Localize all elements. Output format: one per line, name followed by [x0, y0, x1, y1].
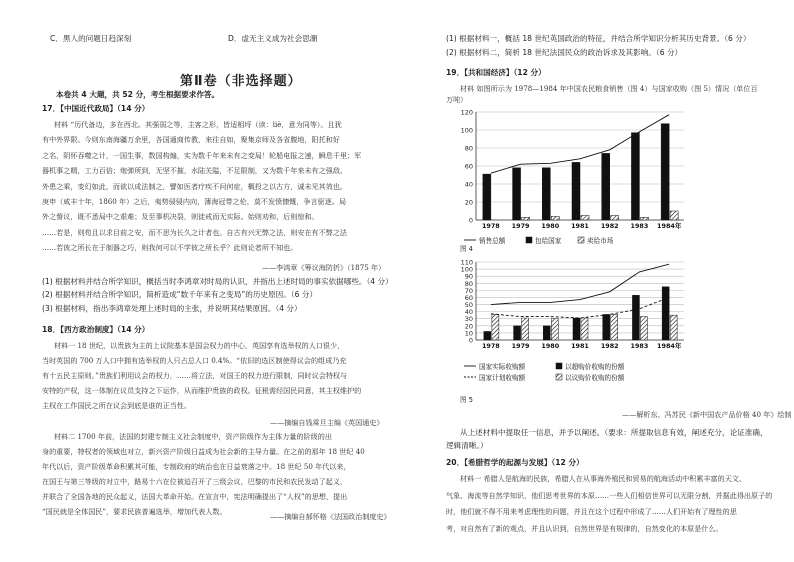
option-c: C．黑人的问题日趋深刻 — [50, 34, 132, 43]
y-tick-label: 70 — [464, 286, 473, 295]
legend-swatch — [526, 237, 532, 243]
q18m1-line: 有十五民主原则。”贵族们利用议会的权力，……将立法，对国王的权力进行限制，同时议会特权与 — [42, 371, 348, 380]
q19-task-2: 逻辑清晰。） — [446, 441, 488, 450]
q18m2-line: 在国王与第三等级的对立中，路易十六在位被迫召开了三级会议，巴黎的市民和农民发动了起义， — [42, 477, 348, 486]
q18m1-line: 安特的产权，这一体制在议员支持之下运作，从而维护贵族的政权。征税需经国民同意，其主权维护的 — [42, 386, 362, 395]
q18m2-line: 年代以后，资产阶级革命积累其可能，专制政府的统治也在日益衰落之中。18 世纪 50 年代以来， — [42, 462, 351, 471]
x-tick-label: 1984年 — [657, 342, 682, 350]
figure-4-label: 图 4 — [460, 245, 473, 253]
figure-5-label: 图 5 — [460, 396, 473, 404]
section-title: 第Ⅱ卷（非选择题） — [180, 74, 302, 89]
bar-a — [573, 318, 580, 340]
q17-line: 材料 “历代备边，多在西北。其强弱之等，主客之形，皆适相埒（读：liè，意为同等）。且犹 — [54, 120, 342, 129]
y-tick-label: 90 — [464, 272, 473, 281]
y-tick-label: 100 — [460, 126, 473, 135]
q20-line: 考，对自然有了新的观点，并且认识到，自然世界是有规律的，自然变化的本原是什么。 — [446, 523, 723, 533]
left-column — [0, 0, 393, 562]
bar-b — [640, 317, 647, 340]
x-tick-label: 1978 — [481, 342, 500, 350]
q19-heading: 19．【共和国经济】（12 分） — [446, 68, 546, 77]
legend-label: 销售总额 — [479, 237, 506, 245]
q18m2-line: “国民就是全体国民”，要求民族普遍选举，增加代表人数。 — [42, 507, 227, 516]
x-tick-label: 1981 — [571, 342, 589, 350]
legend-label: 以超购价收购的份额 — [565, 363, 625, 371]
y-tick-label: 20 — [464, 322, 473, 331]
y-tick-label: 110 — [460, 258, 473, 267]
bar-a — [542, 168, 550, 220]
y-tick-label: 120 — [460, 108, 473, 117]
q19-material-cont: 万吨） — [446, 95, 468, 104]
bar-b — [670, 211, 678, 220]
q17sub-line: (3) 根据材料，指出李鸿章处理上述时局的主张，并说明其结果原因。（4 分） — [42, 303, 302, 313]
q17-line: 器机事之精，工力百倍；炮弹所到，无坚不摧，水陆关隘，不足限制，又为数千年来未有之强敌。 — [42, 166, 348, 176]
q20-heading: 20．【希腊哲学的起源与发展】（12 分） — [446, 458, 584, 467]
bar-b — [611, 314, 618, 340]
legend-swatch — [556, 363, 562, 369]
q18m1-line: 材料一 18 世纪，以贵族为主的上议院基本是国会权力的中心，英国享有选举权的人口很少， — [54, 341, 345, 350]
q17-line: ……若彼之所长在于制器之巧，则我何可以不学彼之所长乎？此则论者所不知也。 — [42, 243, 298, 253]
bar-a — [513, 168, 521, 220]
figure-5-chart — [456, 256, 706, 392]
x-tick-label: 1983 — [630, 222, 649, 230]
q17sub-line: (2) 根据材料并结合所学知识，简析造成“数千年来有之变局”的历史原因。（6 分） — [42, 290, 318, 300]
x-tick-label: 1980 — [541, 222, 560, 230]
y-tick-label: 0 — [468, 216, 473, 225]
legend-swatch — [556, 374, 562, 380]
q18m1-line: 当时英国的 700 万人口中拥有选举权的人只占总人口 0.4%。“依旧的选区制使得议会的组成乃充 — [42, 356, 347, 365]
q17-line: 之名，阴怀吞噬之计，一国生事，数国构煽，实为数千年来未有之变局！轮船电报之速，瞬息千里；军 — [42, 150, 362, 160]
bar-a — [661, 124, 669, 220]
right-column — [416, 0, 794, 562]
bar-b — [670, 315, 677, 340]
bar-a — [602, 153, 610, 220]
section-note: 本卷共 4 大题，共 52 分，考生根据要求作答。 — [56, 90, 220, 99]
q20-line: 时，他们就不得不用来考虑理性的问题，并且在这个过程中形成了……人们开始有了理性的思 — [446, 507, 737, 516]
q17-source: ——李鸿章《筹议海防折》（1875 年） — [262, 263, 386, 272]
q20-line: 材料一 希腊人是航海的民族，希腊人在从事海外殖民和贸易的航海活动中积累丰富的天文、 — [460, 474, 747, 483]
q19-material: 材料 如图所示为 1978—1984 年中国农民粮食销售（图 4）与国家收购（图 5）情况（单位百 — [460, 84, 758, 93]
y-tick-label: 0 — [468, 336, 473, 345]
legend-label: 国家实际收购额 — [479, 363, 526, 371]
bar-b — [611, 216, 619, 221]
q18-sub-2: (2) 根据材料二，简析 18 世纪法国民众的政治诉求及其影响。（6 分） — [446, 48, 683, 57]
series-line — [491, 297, 669, 318]
bar-b — [581, 318, 588, 340]
q17-line: ……若是，则苟且以求目前之安，而不思为长久之计者也。自古有兴无弊之法，则安在有不弊之法 — [42, 227, 348, 237]
y-tick-label: 100 — [460, 265, 473, 274]
legend-label: 包给国家 — [535, 237, 562, 245]
bar-a — [483, 174, 491, 220]
q19-source: ——解析东、冯苏民《新中国农产品价格 40 年》绘制 — [622, 410, 792, 419]
bar-b — [551, 216, 559, 220]
q17-line: 外之訾议，既不悉局中之艰难；及至事机决裂，则徒戒而无实际。始则劝和，后则惊和。 — [42, 212, 319, 222]
bar-a — [572, 162, 580, 220]
bar-a — [514, 326, 521, 340]
q17-line: 外患之乘，变幻如此，而欲以成法制之，譬如医者疗疾不问何症，概投之以古方，诚未见其效也。 — [42, 181, 348, 191]
q18-heading: 18．【西方政治制度】（14 分） — [42, 325, 150, 334]
bar-b — [640, 217, 648, 220]
bar-b — [492, 314, 499, 340]
legend-swatch — [578, 237, 584, 243]
bar-a — [631, 133, 639, 220]
y-tick-label: 60 — [464, 162, 473, 171]
q19-task-1: 从上述材料中提取任一信息，并予以阐述。（要求：所提取信息有效，阐述充分，论证准确， — [460, 428, 768, 437]
q18m2-line: 身的重要，特权者的领域也对立，新兴资产阶级日益成为社会新的主导力量。在之前的那年 18 世纪 40 — [42, 447, 365, 456]
y-tick-label: 80 — [464, 144, 473, 153]
x-tick-label: 1981 — [571, 222, 589, 230]
legend-label: 以议购价收购的份额 — [565, 374, 625, 382]
bar-b — [522, 217, 530, 220]
y-tick-label: 60 — [464, 293, 473, 302]
q18m2-line: 材料二 1700 年前，法国的封建专制主义社会制度中，资产阶级作为主体力量的阶级的出 — [54, 432, 332, 441]
bar-a — [662, 287, 669, 340]
option-d: D．虚无主义成为社会思潮 — [228, 34, 318, 43]
bar-a — [603, 314, 610, 340]
x-tick-label: 1982 — [600, 342, 619, 350]
x-tick-label: 1984年 — [657, 222, 682, 230]
q18-sub-1: (1) 根据材料一，概括 18 世纪英国政治的特征，并结合所学知识分析其历史背景。（6 分） — [446, 34, 751, 43]
bar-b — [522, 318, 529, 340]
x-tick-label: 1982 — [600, 222, 619, 230]
y-tick-label: 80 — [464, 279, 473, 288]
q17sub-line: (1) 根据材料并结合所学知识，概括当时李鸿章对时局的认识，并指出上述时局的事实依据哪些。（4 分） — [42, 277, 393, 286]
bar-b — [581, 216, 589, 221]
q18m1-line: 主权在工作国民之所在议会到底是谁的正当性。 — [42, 401, 191, 410]
y-tick-label: 30 — [464, 315, 473, 324]
q18-material-2-source: ——摘编自郝怀格《法国政治制度史》 — [270, 512, 391, 521]
series-line — [491, 264, 669, 304]
y-tick-label: 40 — [464, 180, 473, 189]
q18-material-1-source: ——摘编自钱乘旦主编《英国通史》 — [270, 418, 384, 427]
bar-b — [551, 319, 558, 340]
q17-line: 有中外界限。今则东南海疆万余里，各国通商传教，来往自如，聚集京师及各省腹地，阳托和好 — [42, 135, 340, 145]
x-tick-label: 1979 — [511, 222, 530, 230]
bar-a — [543, 326, 550, 340]
q17-heading: 17．【中国近代政局】（14 分） — [42, 104, 150, 113]
y-tick-label: 10 — [464, 329, 473, 338]
x-tick-label: 1978 — [481, 222, 500, 230]
figure-4-chart — [456, 104, 696, 248]
x-tick-label: 1983 — [630, 342, 649, 350]
legend-label: 卖给市场 — [587, 237, 614, 245]
y-tick-label: 50 — [464, 301, 473, 310]
bar-a — [484, 331, 491, 340]
q17-line: 庚申（咸丰十年，1860 年）之后，夷势骎骎内向，薄海冠带之伦，莫不发愤慷慨，争言驱逐。局 — [42, 197, 347, 206]
bar-a — [632, 295, 639, 340]
q20-line: 气象、海流等自然学知识，他们思考世界的本原……一些人们相信世界可以无限分割，并据此得出原子的 — [446, 490, 773, 500]
y-tick-label: 40 — [464, 308, 473, 317]
x-tick-label: 1979 — [511, 342, 530, 350]
x-tick-label: 1980 — [541, 342, 560, 350]
q18m2-line: 并联合了全国各地的民众起义，法国大革命开始。在宣言中，宪法明确提出了“人权”的思想，提出 — [42, 492, 348, 501]
y-tick-label: 20 — [464, 198, 473, 207]
legend-label: 国家计划收购额 — [479, 374, 526, 382]
